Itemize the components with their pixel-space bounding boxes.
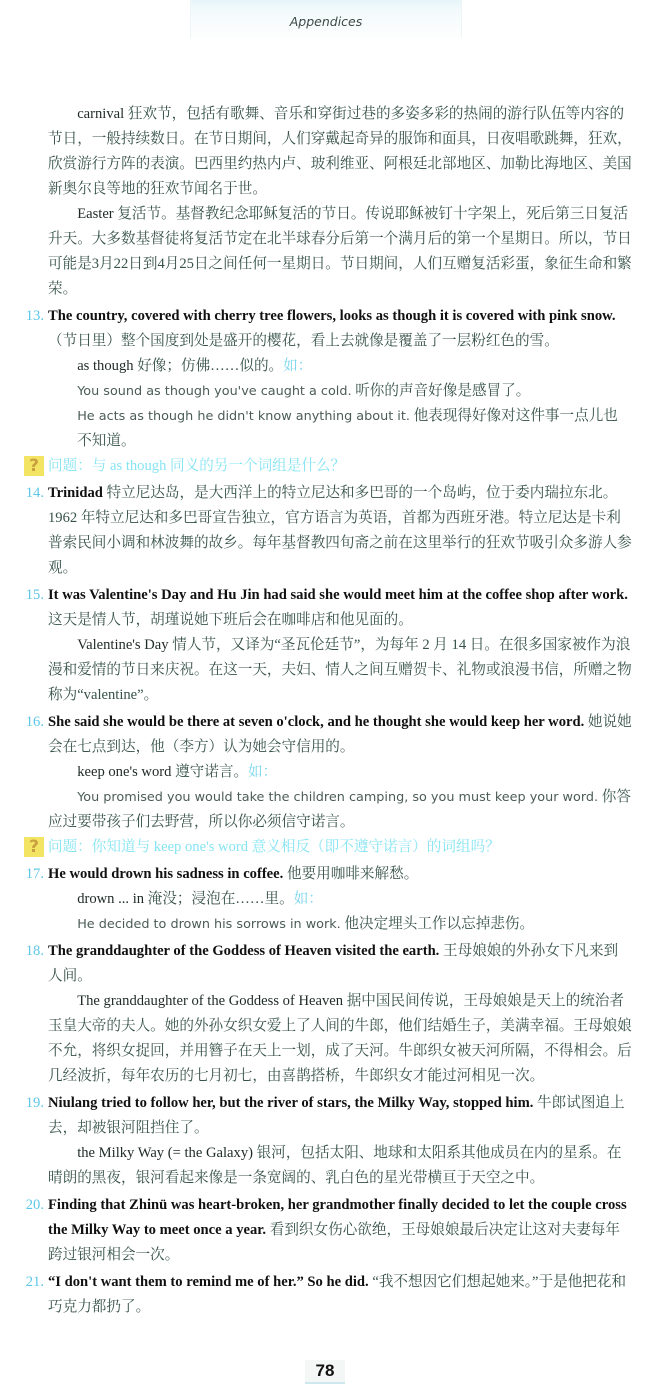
note-19: 19. Niulang tried to follow her, but the river of stars, the Milky Way, stopped him. 牛郎试图追上去，却被银河阻挡住了。: [25, 1095, 625, 1136]
note-16: 16. She said she would be there at seven o'clock, and he thought she would keep her word. 她说她会在七点到达，他（李方）认为她会守信用的。: [25, 714, 632, 755]
example-sentence: He decided to drown his sorrows in work. 他决定埋头工作以忘掉悲伤。: [77, 916, 535, 932]
notes-content: [25, 102, 632, 1320]
phrase-keep-ones-word: keep one's word 遵守诺言。如：: [77, 764, 278, 780]
example-sentence: He acts as though he didn't know anything about it. 他表现得好像对这件事一点儿也不知道。: [77, 408, 618, 449]
question-16: ? 问题：你知道与 keep one's word 意义相反（即不遵守诺言）的词组吗？: [48, 835, 632, 860]
section-title: Appendices: [289, 14, 363, 29]
term-milky-way: the Milky Way (= the Galaxy) 银河，包括太阳、地球和太阳系其他成员在内的星系。在晴朗的黑夜，银河看起来像是一条宽阔的、乳白色的星光带横亘于天空之中。: [48, 1145, 622, 1186]
note-21: 21. “I don't want them to remind me of her.” So he did. “我不想因它们想起她来。”于是他把花和巧克力都扔了。: [25, 1274, 627, 1315]
note-18: 18. The granddaughter of the Goddess of Heaven visited the earth. 王母娘娘的外孙女下凡来到人间。: [25, 943, 619, 984]
note-20: 20. Finding that Zhinü was heart-broken, her grandmother finally decided to let the couple cross the Milky Way to meet once a year. 看到织女伤心欲绝，王母娘娘最后决定让这对夫妻每年跨过银河相会一次。: [25, 1197, 627, 1263]
note-easter: Easter 复活节。基督教纪念耶稣复活的节日。传说耶稣被钉十字架上，死后第三日复活升天。大多数基督徒将复活节定在北半球春分后第一个满月后的第一个星期日。所以，节日可能是3月22日到4月25日之间任何一星期日。节日期间，人们互赠复活彩蛋，象征生命和繁荣。: [48, 206, 632, 297]
example-sentence: You promised you would take the children camping, so you must keep your word. 你答应过要带孩子们去野营，所以你必须信守诺言。: [48, 789, 631, 830]
note-13: 13. The country, covered with cherry tree flowers, looks as though it is covered with pink snow. （节日里）整个国度到处是盛开的樱花，看上去就像是覆盖了一层粉红色的雪。: [25, 308, 616, 349]
note-14: 14. Trinidad 特立尼达岛，是大西洋上的特立尼达和多巴哥的一个岛屿，位于委内瑞拉东北。1962 年特立尼达和多巴哥宣告独立，官方语言为英语，首都为西班牙港。特立尼达是卡利普索民间小调和林波舞的故乡。每年基督教四旬斋之前在这里举行的狂欢节吸引众多游人参观。: [25, 485, 632, 576]
example-sentence: You sound as though you've caught a cold. 听你的声音好像是感冒了。: [77, 383, 531, 399]
term-valentines-day: Valentine's Day 情人节，又译为“圣瓦伦廷节”，为每年 2 月 14 日。在很多国家被作为浪漫和爱情的节日来庆祝。在这一天，夫妇、情人之间互赠贺卡、礼物或浪漫书信，所赠之物称为“valentine”。: [48, 637, 632, 703]
note-15: 15. It was Valentine's Day and Hu Jin had said she would meet him at the coffee shop after work. 这天是情人节，胡瑾说她下班后会在咖啡店和他见面的。: [25, 587, 628, 628]
question-mark-icon: ?: [24, 837, 44, 857]
term-granddaughter: The granddaughter of the Goddess of Heaven 据中国民间传说，王母娘娘是天上的统治者玉皇大帝的夫人。她的外孙女织女爱上了人间的牛郎，他们结婚生子，美满幸福。王母娘娘不允，将织女捉回，并用簪子在天上一划，成了天河。牛郎织女被天河所隔，不得相会。后几经波折，每年农历的七月初七，由喜鹊搭桥，牛郎织女才能过河相见一次。: [48, 993, 632, 1084]
page-header-banner: [190, 0, 462, 38]
phrase-drown-in: drown ... in 淹没；浸泡在……里。如：: [77, 891, 323, 907]
note-carnival: carnival 狂欢节，包括有歌舞、音乐和穿街过巷的多姿多彩的热闹的游行队伍等内容的节日，一般持续数日。在节日期间，人们穿戴起奇异的服饰和面具，日夜唱歌跳舞，狂欢，欣赏游行方阵的表演。巴西里约热内卢、玻利维亚、阿根廷北部地区、加勒比海地区、美国新奥尔良等地的狂欢节闻名于世。: [48, 106, 632, 197]
page-number: 78: [305, 1360, 345, 1384]
question-13: ? 问题：与 as though 同义的另一个词组是什么？: [48, 454, 632, 479]
phrase-as-though: as though 好像；仿佛……似的。如：: [77, 358, 313, 374]
question-mark-icon: ?: [24, 456, 44, 476]
page-footer: [0, 1360, 650, 1386]
note-17: 17. He would drown his sadness in coffee. 他要用咖啡来解愁。: [25, 866, 419, 882]
